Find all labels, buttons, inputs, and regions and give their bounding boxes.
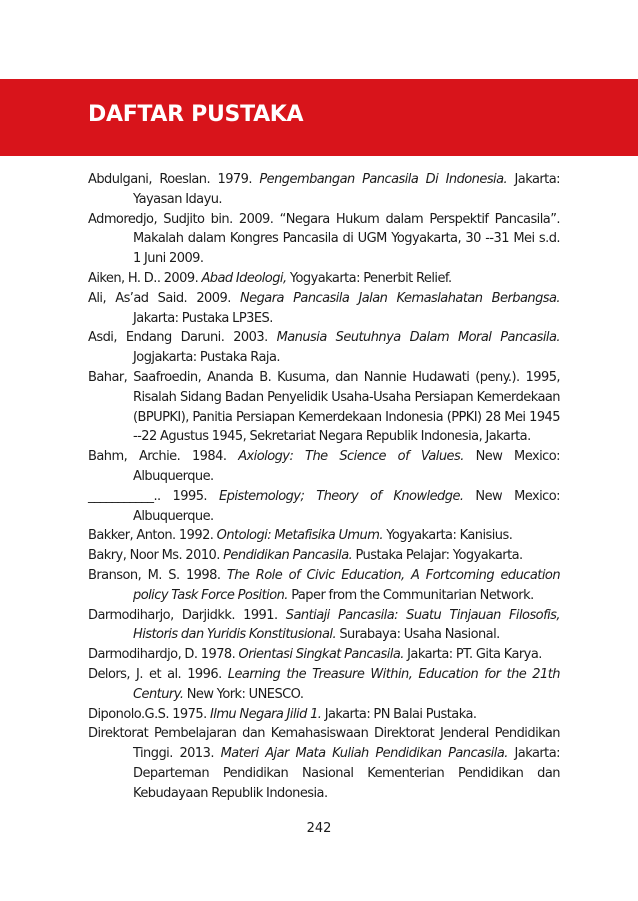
reference-entry: Direktorat Pembelajaran dan Kemahasiswaan Direktorat Jenderal Pendidikan Tinggi. 2013. Materi Ajar Mata Kuliah Pendidikan Pancasila. Jakarta: Departeman Pendidikan Nasional Kementerian Pendidikan dan Kebudayaan Republik Indonesia.	[88, 726, 560, 801]
reference-entry: Abdulgani, Roeslan. 1979. Pengembangan Pancasila Di Indonesia. Jakarta: Yayasan Idayu.	[88, 172, 560, 207]
reference-entry: Darmodihardjo, D. 1978. Orientasi Singkat Pancasila. Jakarta: PT. Gita Karya.	[88, 647, 542, 663]
reference-entry: Delors, J. et al. 1996. Learning the Treasure Within, Education for the 21th Century. New York: UNESCO.	[88, 666, 560, 702]
reference-entry: Darmodiharjo, Darjidkk. 1991. Santiaji Pancasila: Suatu Tinjauan Filosofis, Historis dan Yuridis Konstitusional. Surabaya: Usaha Nasional.	[88, 607, 560, 643]
reference-entry: Asdi, Endang Daruni. 2003. Manusia Seutuhnya Dalam Moral Pancasila. Jogjakarta: Pustaka Raja.	[88, 330, 560, 366]
reference-entry: Branson, M. S. 1998. The Role of Civic Education, A Fortcoming education policy Task Force Position. Paper from the Communitarian Network.	[88, 567, 561, 603]
reference-entry: Aiken, H. D.. 2009. Abad Ideologi, Yogyakarta: Penerbit Relief.	[88, 270, 452, 286]
reference-entry: ___________.. 1995. Epistemology; Theory of Knowledge. New Mexico: Albuquerque.	[88, 488, 560, 524]
reference-entry: Diponolo.G.S. 1975. Ilmu Negara Jilid 1. Jakarta: PN Balai Pustaka.	[88, 706, 477, 722]
reference-entry: Admoredjo, Sudjito bin. 2009. “Negara Hukum dalam Perspektif Pancasila”. Makalah dalam Kongres Pancasila di UGM Yogyakarta, 30 --31 Mei s.d. 1 Juni 2009.	[88, 211, 560, 267]
reference-entry: Ali, As’ad Said. 2009. Negara Pancasila Jalan Kemaslahatan Berbangsa. Jakarta: Pustaka LP3ES.	[88, 290, 560, 326]
page-number: 242	[306, 821, 332, 836]
reference-entry: Bahm, Archie. 1984. Axiology: The Science of Values. New Mexico: Albuquerque.	[88, 449, 560, 484]
reference-entry: Bakry, Noor Ms. 2010. Pendidikan Pancasila. Pustaka Pelajar: Yogyakarta.	[88, 548, 523, 564]
reference-entry: Bakker, Anton. 1992. Ontologi: Metafisika Umum. Yogyakarta: Kanisius.	[88, 528, 513, 544]
reference-list	[88, 170, 560, 804]
reference-entry: Bahar, Saafroedin, Ananda B. Kusuma, dan Nannie Hudawati (peny.). 1995, Risalah Sidang Badan Penyelidik Usaha-Usaha Persiapan Kemerdekaan (BPUPKI), Panitia Persiapan Kemerdekaan Indonesia (PPKI) 28 Mei 1945 --22 Agustus 1945, Sekretariat Negara Republik Indonesia, Jakarta.	[88, 369, 560, 445]
page-title: DAFTAR PUSTAKA	[88, 102, 304, 127]
